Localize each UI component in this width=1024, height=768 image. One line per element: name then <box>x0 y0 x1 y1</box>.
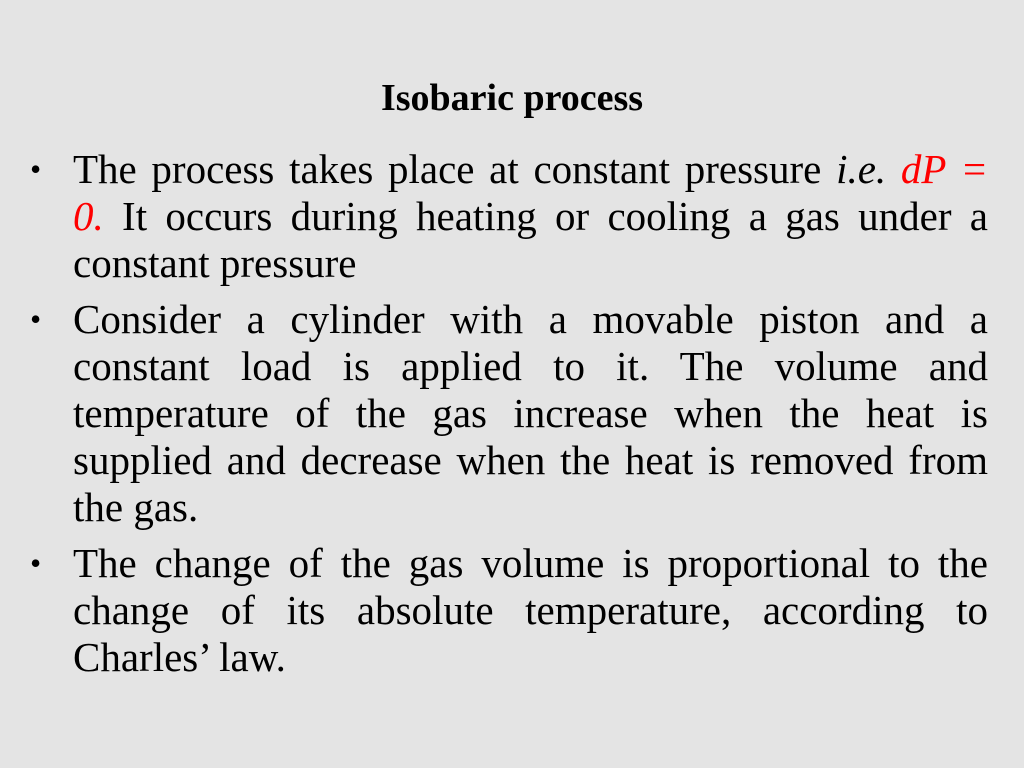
bullet-icon: • <box>30 301 42 337</box>
bullet-item-2 <box>30 296 988 531</box>
bullet-item-1 <box>30 146 988 287</box>
bullet-icon: • <box>30 545 42 581</box>
bullet-2-text: Consider a cylinder with a movable piston and a constant load is applied to it. The volume and temperature of the gas increase when the heat is supplied and decrease when the heat is removed from the gas. <box>73 296 988 530</box>
slide-title: Isobaric process <box>380 77 644 119</box>
bullet-1-math-expression: dP = 0. <box>73 146 988 239</box>
bullet-list <box>30 146 988 690</box>
bullet-1-text-part2: It occurs during heating or cooling a gas under a constant pressure <box>73 193 988 286</box>
bullet-item-3 <box>30 540 988 681</box>
bullet-3-text: The change of the gas volume is proportional to the change of its absolute temperature, according to Charles’ law. <box>73 540 988 680</box>
bullet-icon: • <box>30 151 42 187</box>
bullet-1-ie-text: i.e. <box>836 146 887 192</box>
bullet-1-text-part1: The process takes place at constant pressure <box>73 146 822 192</box>
